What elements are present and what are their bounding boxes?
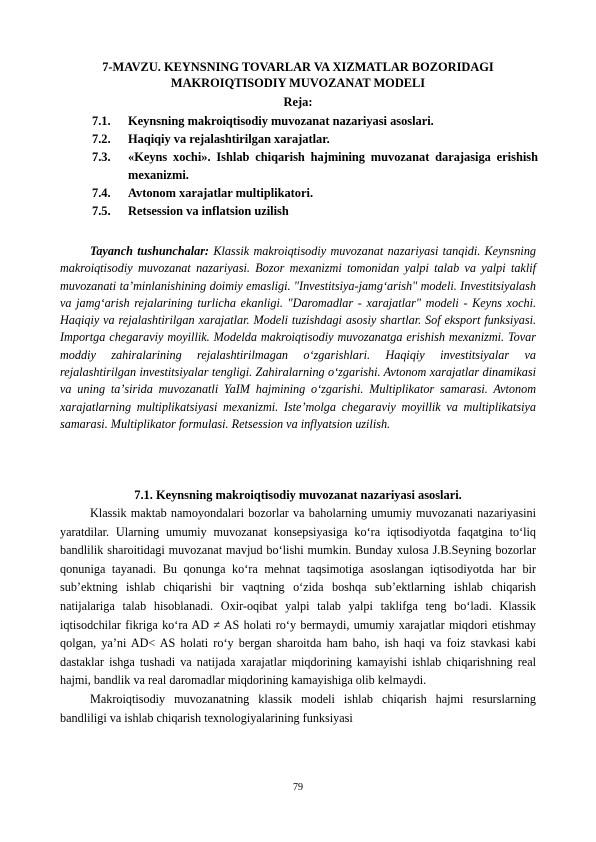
section-body bbox=[60, 504, 536, 727]
plan-item-text: «Keyns xochi». Ishlab chiqarish hajmining muvozanat darajasiga erishish mexanizmi. bbox=[128, 150, 538, 182]
plan-item bbox=[92, 184, 538, 202]
page-number: 79 bbox=[293, 782, 303, 793]
plan-item-number: 7.5. bbox=[92, 204, 111, 218]
plan-item bbox=[92, 202, 538, 220]
body-paragraph: Makroiqtisodiy muvozanatning klassik modeli ishlab chiqarish hajmi resurslarning bandliligi va ishlab chiqarish texnologiyalarining funksiyasi bbox=[60, 691, 536, 725]
body-paragraph: Klassik maktab namoyondalari bozorlar va baholarning umumiy muvozanati nazariyasini yaratdilar. Ularning umumiy muvozanat konsepsiyasiga ko‘ra iqtisodiyotda faqatgina to‘liq bandlilik sharoitidagi muvozanat mavjud bo‘lishi mumkin. Bunday xulosa J.B.Seyning bozorlar qonuniga tayanadi. Bu qonunga ko‘ra mehnat taqsimotiga asoslangan iqtisodiyotda har bir sub’ektning ishlab chiqarishi bir vaqtning o‘zida boshqa sub’ektlarning ishlab chiqarish natijalariga talab hisoblanadi. Oxir-oqibat yalpi talab yalpi taklifga teng bo‘ladi. Klassik iqtisodchilar fikriga ko‘ra AD ≠ AS holati ro‘y bermaydi, umumiy xarajatlar miqdori etishmay qolgan, ya’ni AD< AS holati ro‘y bergan sharoitda ham baho, ish haqi va foiz stavkasi kabi dastaklar ishga tushadi va natijada xarajatlar miqdorining kamayishi ishlab chiqarishning real hajmi, bandlik va real daromadlar miqdorining kamayishiga olib kelmaydi. bbox=[60, 506, 536, 688]
plan-item bbox=[92, 148, 538, 184]
plan-item-text: Avtonom xarajatlar multiplikatori. bbox=[128, 186, 314, 200]
key-terms-paragraph bbox=[60, 243, 536, 433]
plan-item-number: 7.1. bbox=[92, 114, 111, 128]
plan-item-number: 7.4. bbox=[92, 186, 111, 200]
plan-item bbox=[92, 130, 538, 148]
key-terms-lead: Tayanch tushunchalar: bbox=[90, 244, 209, 258]
plan-list bbox=[92, 112, 538, 220]
plan-item-number: 7.2. bbox=[92, 132, 111, 146]
key-terms-text: Klassik makroiqtisodiy muvozanat nazariyasi tanqidi. Keynsning makroiqtisodiy muvozanat nazariyasi. Bozor mexanizmi tomonidan yalpi talab va yalpi taklif muvozanati taʼminlanishining doimiy emasligi. "Investitsiya-jamg‘arish" modeli. Investitsiyalash va jamg‘arish rejalarining turlicha ekanligi. "Daromadlar - xarajatlar" modeli - Keyns xochi. Haqiqiy va rejalashtirilgan xarajatlar. Modeli tuzishdagi asosiy shartlar. Sof eksport funksiyasi. Importga chegaraviy moyillik. Modelda makroiqtisodiy muvozanatga erishish mexanizmi. Tovar moddiy zahiralarining rejalashtirilmagan o‘zgarishlari. Haqiqiy investitsiyalar va rejalashtirilgan investitsiyalar tengligi. Zahiralarning o‘zgarishi. Avtonom xarajatlar dinamikasi va uning taʼsirida muvozanatli YaIM hajmining o‘zgarishi. Multiplikator samarasi. Avtonom xarajatlarning multiplikatsiyasi mexanizmi. Isteʼmolga chegaraviy moyillik va multiplikatsiya samarasi. Multiplikator formulasi. Retsession va inflyatsion uzilish. bbox=[60, 244, 537, 431]
plan-item-text: Retsession va inflatsion uzilish bbox=[128, 204, 289, 218]
plan-item bbox=[92, 112, 538, 130]
section-heading: 7.1. Keynsning makroiqtisodiy muvozanat nazariyasi asoslari. bbox=[134, 488, 462, 502]
plan-item-text: Keynsning makroiqtisodiy muvozanat nazariyasi asoslari. bbox=[128, 114, 434, 128]
plan-item-text: Haqiqiy va rejalashtirilgan xarajatlar. bbox=[128, 132, 330, 146]
chapter-title: 7-MAVZU. KEYNSNING TOVARLAR VA XIZMATLAR BOZORIDAGI MAKROIQTISODIY MUVOZANAT MODELI bbox=[102, 60, 494, 90]
plan-item-number: 7.3. bbox=[92, 150, 111, 164]
plan-heading: Reja: bbox=[283, 95, 313, 109]
